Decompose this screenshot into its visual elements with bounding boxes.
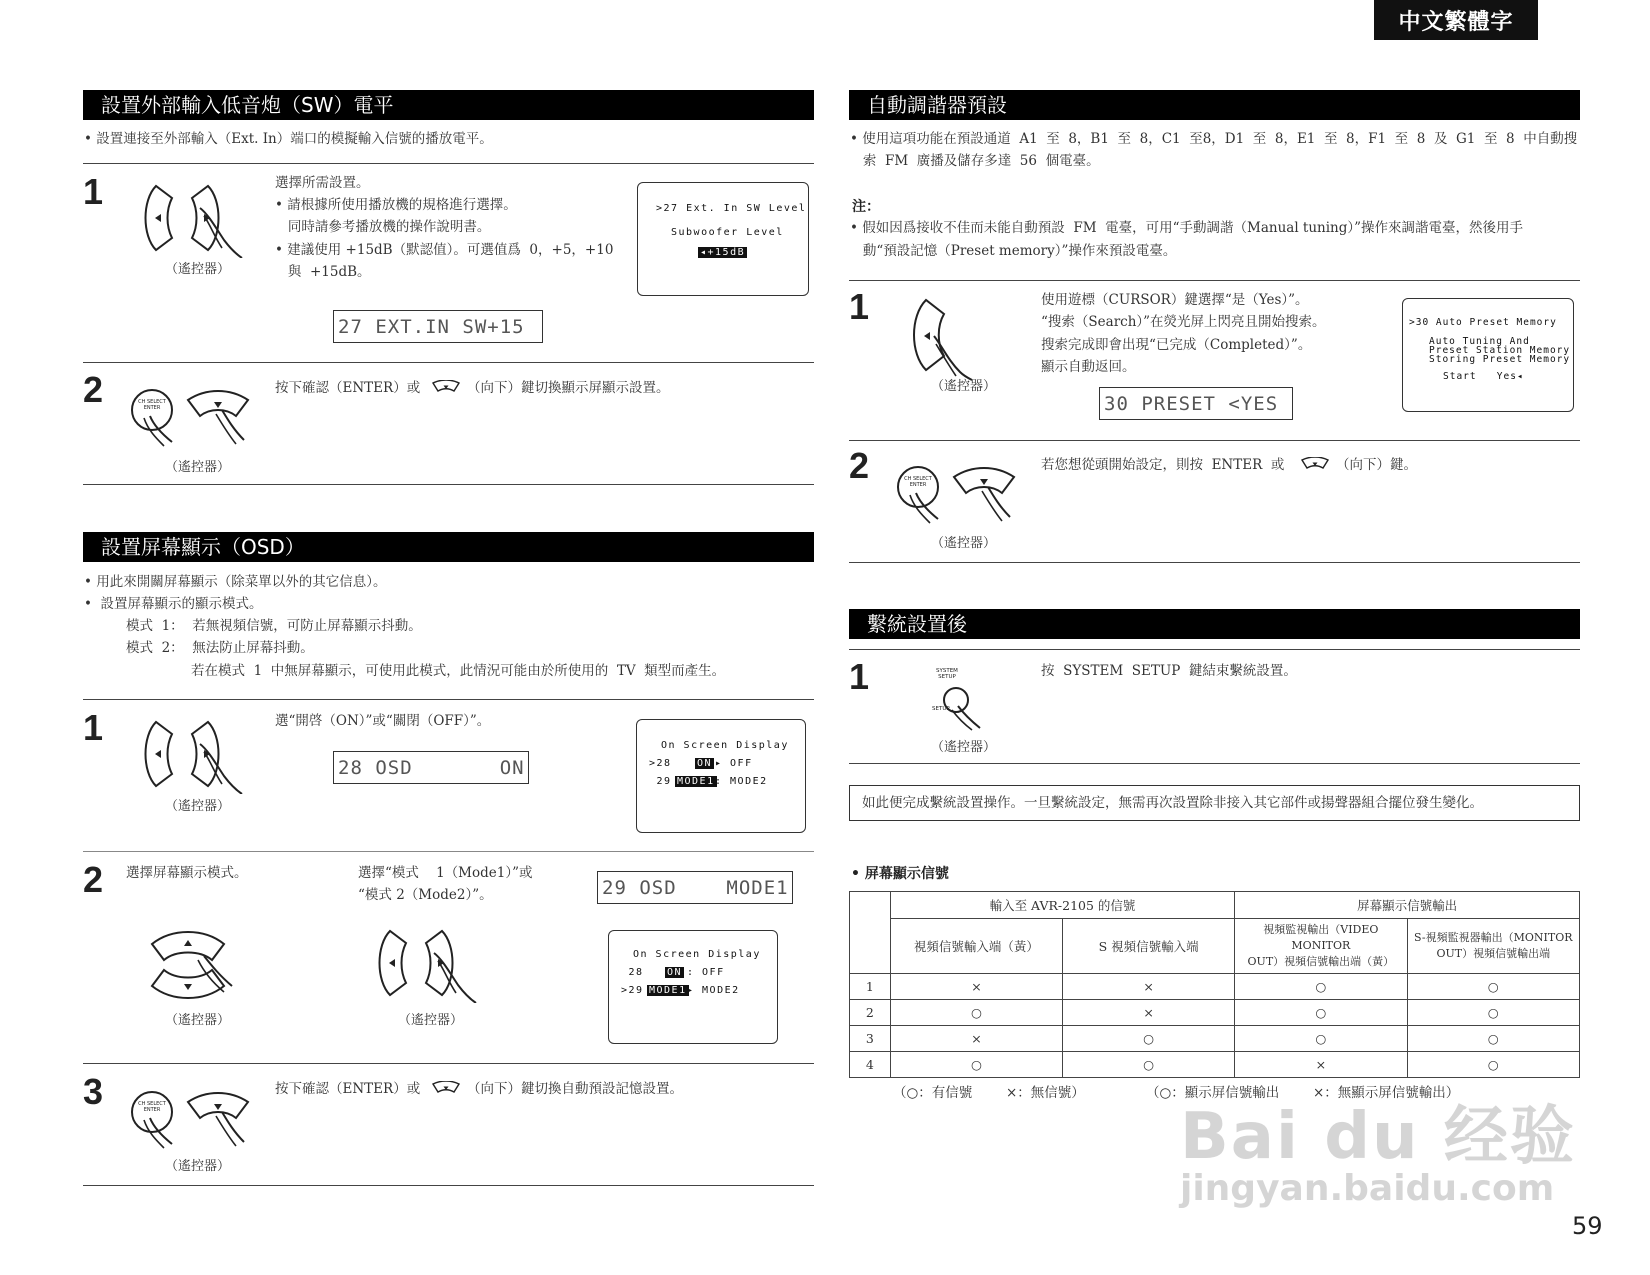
front-display: 30 PRESET <YES	[1099, 387, 1293, 420]
step-text: 顯示自動返回。	[1041, 359, 1136, 375]
osd-line: 29	[649, 776, 672, 787]
remote-caption: （遙控器）	[165, 1159, 231, 1174]
down-button-icon	[431, 1081, 461, 1095]
divider	[83, 1185, 814, 1186]
divider	[83, 484, 814, 485]
osd-highlight: MODE1	[649, 985, 687, 996]
section-title-after: 繫統設置後	[849, 609, 1580, 639]
step-number: 1	[83, 171, 104, 212]
osd-line: ▸ MODE2	[687, 985, 740, 996]
osd-screen	[608, 930, 778, 1044]
up-down-buttons-icon	[148, 920, 238, 1010]
table-corner	[850, 892, 891, 974]
osd-intro: • 設置屏幕顯示的顯示模式。	[84, 596, 263, 612]
divider	[83, 362, 814, 363]
osd-line: Storing Preset Memory	[1429, 354, 1571, 365]
divider	[83, 851, 814, 852]
table-row: 2 ○ × ○ ○	[850, 1000, 1580, 1026]
remote-caption: （遙控器）	[165, 262, 231, 277]
table-col-header: 視頻監視輸出（VIDEO MONITOR OUT）視頻信號輸出端（黃）	[1235, 919, 1407, 974]
front-display: 27 EXT.IN SW+15	[333, 310, 543, 343]
osd-line: >28	[649, 758, 672, 769]
preset-intro: • 使用這項功能在預設通道 A1 至 8，B1 至 8，C1 至8，D1 至 8，E1 至 8，F1 至 8 及 G1 至 8 中自動搜	[850, 131, 1578, 147]
button-label: SETUP	[932, 706, 950, 712]
completion-note-box	[849, 785, 1580, 821]
section-title-osd: 設置屏幕顯示（OSD）	[83, 532, 814, 562]
osd-intro: • 用此來開關屏幕顯示（除菜單以外的其它信息）。	[84, 574, 387, 590]
watermark-url: jingyan.baidu.com	[1180, 1168, 1555, 1209]
down-button-icon	[1300, 457, 1330, 471]
table-col-header: S-視頻監視器輸出（MONITOR OUT）視頻信號輸出端	[1407, 919, 1579, 974]
step-text: • 建議使用 +15dB（默認值）。可選值爲 0，+5，+10	[275, 242, 614, 258]
osd-intro: 模式 2： 無法防止屏幕抖動。	[126, 640, 314, 656]
note-text: 動“預設記憶（Preset memory）”操作來預設電臺。	[850, 243, 1177, 259]
table-legend: （○：顯示屏信號輸出	[1146, 1085, 1280, 1101]
table-row: 4 ○ ○ × ○	[850, 1052, 1580, 1078]
step-text: 與 +15dB。	[275, 264, 371, 280]
remote-caption: （遙控器）	[165, 799, 231, 814]
divider	[849, 763, 1580, 764]
table-legend: （○：有信號	[893, 1085, 973, 1101]
table-group-header: 屏幕顯示信號輸出	[1235, 892, 1580, 919]
language-tab: 中文繁體字	[1374, 0, 1538, 40]
enter-down-buttons-icon	[128, 1080, 258, 1150]
step-text: （向下）鍵。	[1336, 457, 1417, 473]
step-text: （向下）鍵切換自動預設記憶設置。	[467, 1081, 683, 1097]
osd-screen	[636, 719, 806, 833]
osd-value: ◂+15dB	[700, 247, 746, 258]
completion-note: 如此便完成繫統設置操作。一旦繫統設定，無需再次設置除非接入其它部件或揚聲器組合擺位發生變化。	[862, 795, 1483, 811]
osd-highlight: ON	[697, 758, 713, 769]
remote-caption: （遙控器）	[931, 740, 997, 755]
osd-highlight: ON	[667, 967, 683, 978]
front-display: 29 OSD MODE1	[597, 871, 793, 904]
page-number: 59	[1572, 1212, 1603, 1240]
button-label: CH SELECT ENTER	[138, 399, 166, 411]
table-legend: ×：無顯示屏信號輸出）	[1313, 1085, 1460, 1101]
divider	[83, 1063, 814, 1064]
table-row: 3 × ○ ○ ○	[850, 1026, 1580, 1052]
step-text: 選擇所需設置。	[275, 175, 370, 191]
signal-table	[849, 891, 1580, 1078]
remote-caption: （遙控器）	[931, 379, 997, 394]
step-text: 選擇屏幕顯示模式。	[126, 865, 248, 881]
osd-screen	[637, 182, 809, 296]
front-display: 28 OSD ON	[333, 751, 529, 784]
osd-line: Auto Tuning And	[1429, 336, 1530, 347]
osd-line: Start Yes◂	[1443, 371, 1524, 382]
remote-caption: （遙控器）	[398, 1013, 464, 1028]
osd-line: On Screen Display	[661, 740, 789, 751]
button-label: SYSTEM SETUP	[936, 668, 958, 680]
divider	[849, 649, 1580, 650]
osd-line: ▸ OFF	[715, 758, 753, 769]
step-number: 3	[83, 1071, 104, 1112]
step-text: 按下確認（ENTER）或	[275, 1081, 421, 1097]
enter-down-buttons-icon	[128, 378, 258, 448]
osd-line: >29	[621, 985, 644, 996]
step-number: 2	[849, 445, 870, 486]
step-number: 1	[83, 707, 104, 748]
osd-line: : OFF	[687, 967, 725, 978]
watermark-logo: Bai du 经验	[1180, 1100, 1576, 1174]
note-label: 注：	[852, 199, 880, 215]
left-right-buttons-icon	[138, 714, 248, 794]
step-text: 搜索完成即會出現“已完成（Completed）”。	[1041, 337, 1312, 353]
divider	[849, 440, 1580, 441]
note-text: • 假如因爲接收不佳而未能自動預設 FM 電臺，可用“手動調諧（Manual tuning）”操作來調諧電臺，然後用手	[850, 220, 1524, 236]
left-right-buttons-icon	[372, 923, 482, 1003]
step-number: 1	[849, 286, 870, 327]
osd-line: 28	[621, 967, 644, 978]
osd-screen	[1402, 298, 1574, 412]
table-row: 1 × × ○ ○	[850, 974, 1580, 1000]
step-text: “搜索（Search）”在熒光屏上閃亮且開始搜索。	[1041, 314, 1326, 330]
step-text: 按下確認（ENTER）或	[275, 380, 421, 396]
osd-intro: 模式 1： 若無視頻信號，可防止屏幕顯示抖動。	[126, 618, 422, 634]
section-title-preset: 自動調諧器預設	[849, 90, 1580, 120]
sw-intro: • 設置連接至外部輸入（Ext. In）端口的模擬輸入信號的播放電平。	[84, 131, 493, 147]
section-title-sw: 設置外部輸入低音炮（SW）電平	[83, 90, 814, 120]
table-col-header: S 視頻信號輸入端	[1063, 919, 1235, 974]
button-label: CH SELECT ENTER	[904, 476, 932, 488]
step-text: • 請根據所使用播放機的規格進行選擇。	[275, 197, 517, 213]
osd-line: Preset Station Memory	[1429, 345, 1571, 356]
step-number: 1	[849, 656, 870, 697]
step-number: 2	[83, 859, 104, 900]
left-button-icon	[904, 292, 974, 382]
osd-line: >27 Ext. In SW Level	[656, 203, 807, 214]
remote-caption: （遙控器）	[165, 1013, 231, 1028]
divider	[849, 280, 1580, 281]
remote-caption: （遙控器）	[165, 460, 231, 475]
down-button-icon	[431, 380, 461, 394]
step-text: 同時請參考播放機的操作說明書。	[275, 219, 491, 235]
button-label: CH SELECT ENTER	[138, 1101, 166, 1113]
enter-down-buttons-icon	[894, 455, 1024, 525]
remote-caption: （遙控器）	[931, 536, 997, 551]
step-text: 按 SYSTEM SETUP 鍵結束繫統設置。	[1041, 663, 1297, 679]
left-right-buttons-icon	[138, 178, 248, 258]
osd-line: On Screen Display	[633, 949, 761, 960]
osd-intro: 若在模式 1 中無屏幕顯示，可使用此模式，此情況可能由於所使用的 TV 類型而產生。	[191, 663, 726, 679]
step-text: “模式 2（Mode2）”。	[358, 887, 493, 903]
step-text: 使用遊標（CURSOR）鍵選擇“是（Yes）”。	[1041, 292, 1309, 308]
step-number: 2	[83, 369, 104, 410]
osd-line: Subwoofer Level	[671, 227, 784, 238]
divider	[83, 699, 814, 700]
system-setup-button-icon	[928, 672, 988, 732]
osd-line: : MODE2	[715, 776, 768, 787]
preset-intro: 索 FM 廣播及儲存多達 56 個電臺。	[850, 153, 1100, 169]
step-text: 若您想從頭開始設定，則按 ENTER 或	[1041, 457, 1285, 473]
table-group-header: 輸入至 AVR-2105 的信號	[890, 892, 1234, 919]
step-text: 選擇“模式 1（Mode1）”或	[358, 865, 533, 881]
osd-line: >30 Auto Preset Memory	[1409, 317, 1557, 328]
table-heading: • 屏幕顯示信號	[851, 866, 949, 882]
step-text: 選“開啓（ON）”或“關閉（OFF）”。	[275, 713, 491, 729]
step-text: （向下）鍵切換顯示屏顯示設置。	[467, 380, 670, 396]
table-legend: ×：無信號）	[1006, 1085, 1085, 1101]
table-col-header: 視頻信號輸入端（黃）	[890, 919, 1062, 974]
divider	[849, 562, 1580, 563]
osd-highlight: MODE1	[677, 776, 715, 787]
divider	[83, 163, 814, 164]
